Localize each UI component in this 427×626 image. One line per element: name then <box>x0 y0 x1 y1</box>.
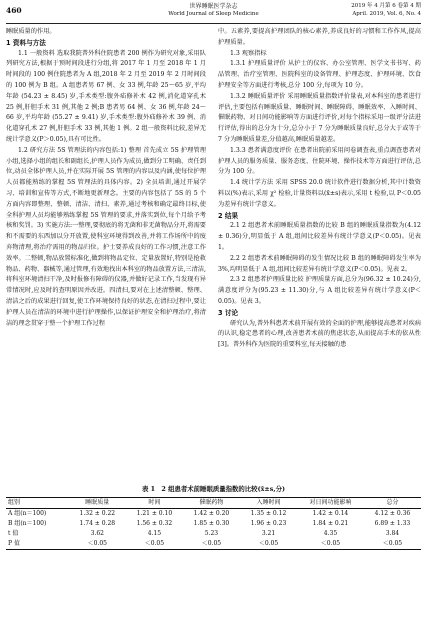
table-cell: 3.62 <box>90 530 104 537</box>
table-header-cell: 睡眠质量 <box>85 499 110 506</box>
table-cell: 1.85 ± 0.30 <box>193 520 230 527</box>
table-cell: 6.89 ± 1.33 <box>374 520 411 527</box>
table-cell: ＜0.05 <box>382 540 403 547</box>
table-cell: 5.23 <box>204 530 219 537</box>
table-cell: 1.32 ± 0.22 <box>79 510 116 517</box>
paragraph: 1.3.1 护理质量评价 从护士的仪容、办公室管理、医学文书书写、药品管理、治疗室管理、医院科室的设备管理、护理态度、护理环境、饮食护理安全等方面进行考核,总分 100 分,每项为 10 分。 <box>218 60 421 89</box>
section-heading: 1 资料与方法 <box>6 38 46 47</box>
table-header-cell: 时间 <box>148 499 161 506</box>
issue-info-en: April. 2019, Vol. 6, No. 4 <box>352 11 421 17</box>
table-cell: 1.96 ± 0.23 <box>250 520 287 527</box>
table-header-cell: 总分 <box>386 499 399 506</box>
table-caption: 表 1 2 组患者术前睡眠质量指数的比较(x̄±s,分) <box>141 485 286 493</box>
table-row <box>6 509 421 520</box>
table-cell: 1.42 ± 0.14 <box>312 510 349 517</box>
paragraph: 1.3 观察指标 <box>230 49 267 57</box>
paragraph: 1.1 一般资料 选取我院普外科住院患者 200 例作为研究对象,采用队列研究方法,根据于预时间段进行分组,将 2017 年 1 月至 2018 年 1 月时间段的 100 例住院患者为 A 组,2018 年 2 月至 2019 年 2 月时间段的 100 例为 B 组。A 组患者男 67 例、女 33 例,年龄 25～65 岁,平均年龄 (54.23 ± 8.45) 岁,手术类型:腹外疝修补术 42 例,消化道穿孔术 25 例,肝胆手术 31 例,其他 2 例;B 患者男 64 例、女 36 例,年龄 24～66 岁,平均年龄 (55.27 ± 9.41) 岁,手术类型:腹外疝修补术 39 例、消化道穿孔术 27 例,肝胆手术 33 例,其他 1 例。2 组一般资料比较,差异无统计学意义(P＞0.05),具有可比性。 <box>6 49 206 143</box>
paragraph: 1.3.2 睡眠质量评价 采用睡眠质量指数评价量表,对本科室的患者进行评估,主要包括有睡眠质量、睡眠时间、睡眠障碍、睡眠效率、入睡时间、催眠药物、对日间功能影响等方面进行评价,对每个指标采用一级评分法进行评估,得出的总分为十分,总分小于 7 分为睡眠质量良好,总分大于或等于 7 分为睡眠质量差,分值越高,睡眠质量越差。 <box>218 92 421 143</box>
paragraph: 2.2 2 组患者术前睡眠障碍的发生情况比较 B 组的睡眠障碍发生率为 3%,均明显低于 A 组,组间比较差异有统计学意义(P＜0.05)。见表 2。 <box>218 254 421 273</box>
table-cell: ＜0.05 <box>320 540 341 547</box>
table-cell: 3.84 <box>385 530 400 537</box>
table-header-cell: 组别 <box>8 499 21 506</box>
table-cell: A 组(n＝100) <box>8 510 47 517</box>
table-cell: 1.21 ± 0.10 <box>136 510 173 517</box>
sleep-quality-table <box>6 497 421 550</box>
left-text-column <box>6 27 206 329</box>
table-header-cell: 入睡时间 <box>256 499 281 506</box>
paragraph: 研究认为,普外科患者术前开展有效的全面的护理,能够提高患者对疾病的认识,稳定患者的心理,改善患者术前的焦虑状态,从而提高手术的依从性[3]。普外科作为医院的重要科室,每天接触的患 <box>218 319 421 349</box>
paragraph: 2.1 2 组患者术前睡眠质量指数的比较 B 组的睡眠质量指数为(4.12 ± 0.36)分,明显低于 A 组,组间比较差异有统计学意义(P＜0.05)。见表 1。 <box>218 222 421 251</box>
table-header-cell: 对日间功能影响 <box>309 499 352 506</box>
issue-info-cn: 2019 年 4 月第 6 卷第 4 期 <box>351 3 421 9</box>
journal-title-en: World Journal of Sleep Medicine <box>168 11 259 17</box>
paragraph: 中。五素养,要提高护理团队的核心素养,养成良好的习惯和工作作风,提高护理质量。 <box>218 28 421 46</box>
paragraph: 睡眠质量的作用。 <box>6 28 56 35</box>
table-cell: 3.21 <box>261 530 276 537</box>
table-cell: P 值 <box>8 540 20 547</box>
running-header <box>6 3 421 24</box>
table-body <box>6 509 421 550</box>
table-cell: 4.35 <box>323 530 338 537</box>
table-row <box>6 539 421 550</box>
table-cell: 4.15 <box>147 530 162 537</box>
paragraph: 1.3.3 患者满意度评价 在患者出院前采用问卷调查表,重点调查患者对护理人员的服务质量、服务态度、住院环境、操作技术等方面进行评估,总分为 100 分。 <box>218 146 421 176</box>
table-cell: 4.12 ± 0.36 <box>374 510 411 517</box>
table-cell: 1.35 ± 0.12 <box>250 510 287 517</box>
paragraph: 1.2 研究方法 5S 管理法的内容包括:1) 整理 首先成立 5S 护理管理小组,选择小组的组长和副组长,护理人员作为成员,做到分工明确、责任到位,动员全体护理人员,并在实际开展 5S 管理的内容以及内涵,使每位护理人员都能熟练的掌握 5S 管理法的具体内容。2) 全员培训,通过开展学习、培训和宣传等方式,不断地更新理念。主要的内容包括了 5S 的 5 个方面内容即整理、整顿、清洁、清扫、素养,通过考核和确定最终目标,使全科护理人员均能够熟练掌握 5S 管理的要求,并落实到位,每个月给予考核和奖罚。3) 实施方法:一整理,要彻底的将无菌和非无菌物品分开,将需要和不需要的东西加以分开放置,使科室环境得到改善,并将工作场所中的废弃物清理,将治疗需用的物品归位。护士要养成良好的工作习惯,注意工作效率。二整顿,物品放置标准化,做到将物品定位、定量放置好,特别是抢救物品、药物、器械等,通过管理,有效地找出本科室的物品放置方法,三清洁,将科室环境清扫干净,及时报修有障碍的仪器,并做好记录工作,当发现有异常情况时,应及时的查明原因并改进。四清扫,要对在上述清整顿、整理、清洁之后的成果进行回复,使工作环境保持良好的状态,在清扫过程中,要让护理人员在清洁的环境中进行护理操作,以保证护理安全和护理治疗,将清洁的理念贯穿于整一个护理工作过程 <box>6 146 206 327</box>
section-heading: 3 讨论 <box>218 308 239 317</box>
table-cell: ＜0.05 <box>258 540 279 547</box>
section-heading: 2 结果 <box>218 211 239 220</box>
table-cell: 1.74 ± 0.28 <box>79 520 116 527</box>
table-cell: 1.42 ± 0.20 <box>193 510 230 517</box>
right-text-column <box>218 27 421 351</box>
table-cell: ＜0.05 <box>144 540 165 547</box>
paragraph: 1.4 统计学方法 采用 SPSS 20.0 统计软件进行数据分析,其中计数资料以(%)表示,采用 χ² 检验,计量资料以(x̄±s)表示,采用 t 检验,以 P＜0.05 为差异有统计学意义。 <box>218 179 421 208</box>
paragraph: 2.3 2 组患者护理质量比较 护理质量方面,总分为(96.32 ± 10.24)分,满意度评分为(95.23 ± 11.30)分,与 A 组比较差异有统计学意义(P＜0.05)。见表 3。 <box>218 276 421 305</box>
table-cell: 1.56 ± 0.32 <box>136 520 173 527</box>
table-cell: ＜0.05 <box>87 540 107 547</box>
journal-title-cn: 世界睡眠医学杂志 <box>189 3 238 10</box>
table-cell: B 组(n＝100) <box>8 520 47 527</box>
table-row <box>6 529 421 539</box>
table-header-cell: 催眠药物 <box>199 499 224 506</box>
table-header-row <box>6 498 421 509</box>
table-cell: 1.84 ± 0.21 <box>312 520 349 527</box>
table-cell: ＜0.05 <box>201 540 222 547</box>
table-row <box>6 519 421 529</box>
table-cell: t 值 <box>8 530 19 537</box>
page-number: 460 <box>6 6 22 15</box>
